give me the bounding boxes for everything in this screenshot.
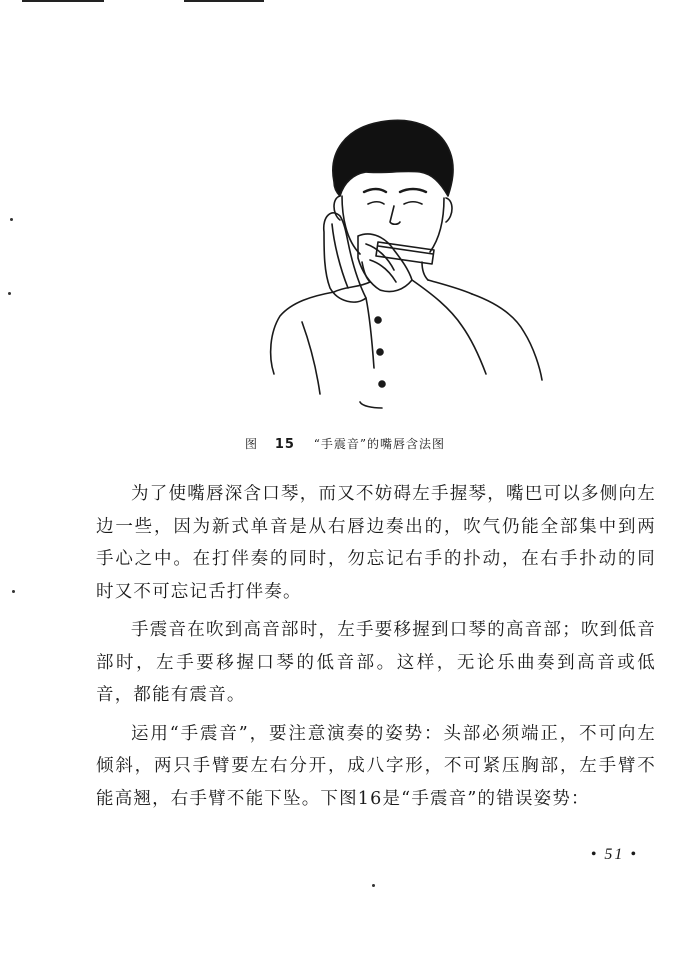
figure-caption [0, 435, 690, 452]
figure-title: “手震音”的嘴唇含法图 [313, 437, 446, 451]
paragraph-3: 运用“手震音”，要注意演奏的姿势：头部必须端正，不可向左倾斜，两只手臂要左右分开，成八字形，不可紧压胸部，左手臂不能高翘，右手臂不能下坠。下图16是“手震音”的错误姿势： [96, 723, 656, 809]
harmonica-player-illustration [262, 112, 562, 412]
line-drawing [262, 112, 562, 412]
scan-speck [10, 218, 13, 221]
scan-speck [372, 884, 375, 887]
paragraph-1: 为了使嘴唇深含口琴，而又不妨碍左手握琴，嘴巴可以多侧向左边一些，因为新式单音是从右唇边奏出的，吹气仍能全部集中到两手心之中。在打伴奏的同时，勿忘记右手的扑动，在右手扑动的同时又不可忘记舌打伴奏。 [96, 484, 656, 602]
scan-speck [12, 590, 15, 593]
figure-number: 15 [274, 437, 295, 452]
top-rule-right [184, 0, 264, 2]
top-rule-left [22, 0, 104, 2]
paragraph-2: 手震音在吹到高音部时，左手要移握到口琴的高音部；吹到低音部时，左手要移握口琴的低音部。这样，无论乐曲奏到高音或低音，都能有震音。 [96, 620, 656, 705]
body-text [96, 478, 656, 821]
figure-label: 图 [244, 437, 258, 451]
page-number: • 51 • [590, 846, 638, 863]
scan-speck [8, 292, 11, 295]
